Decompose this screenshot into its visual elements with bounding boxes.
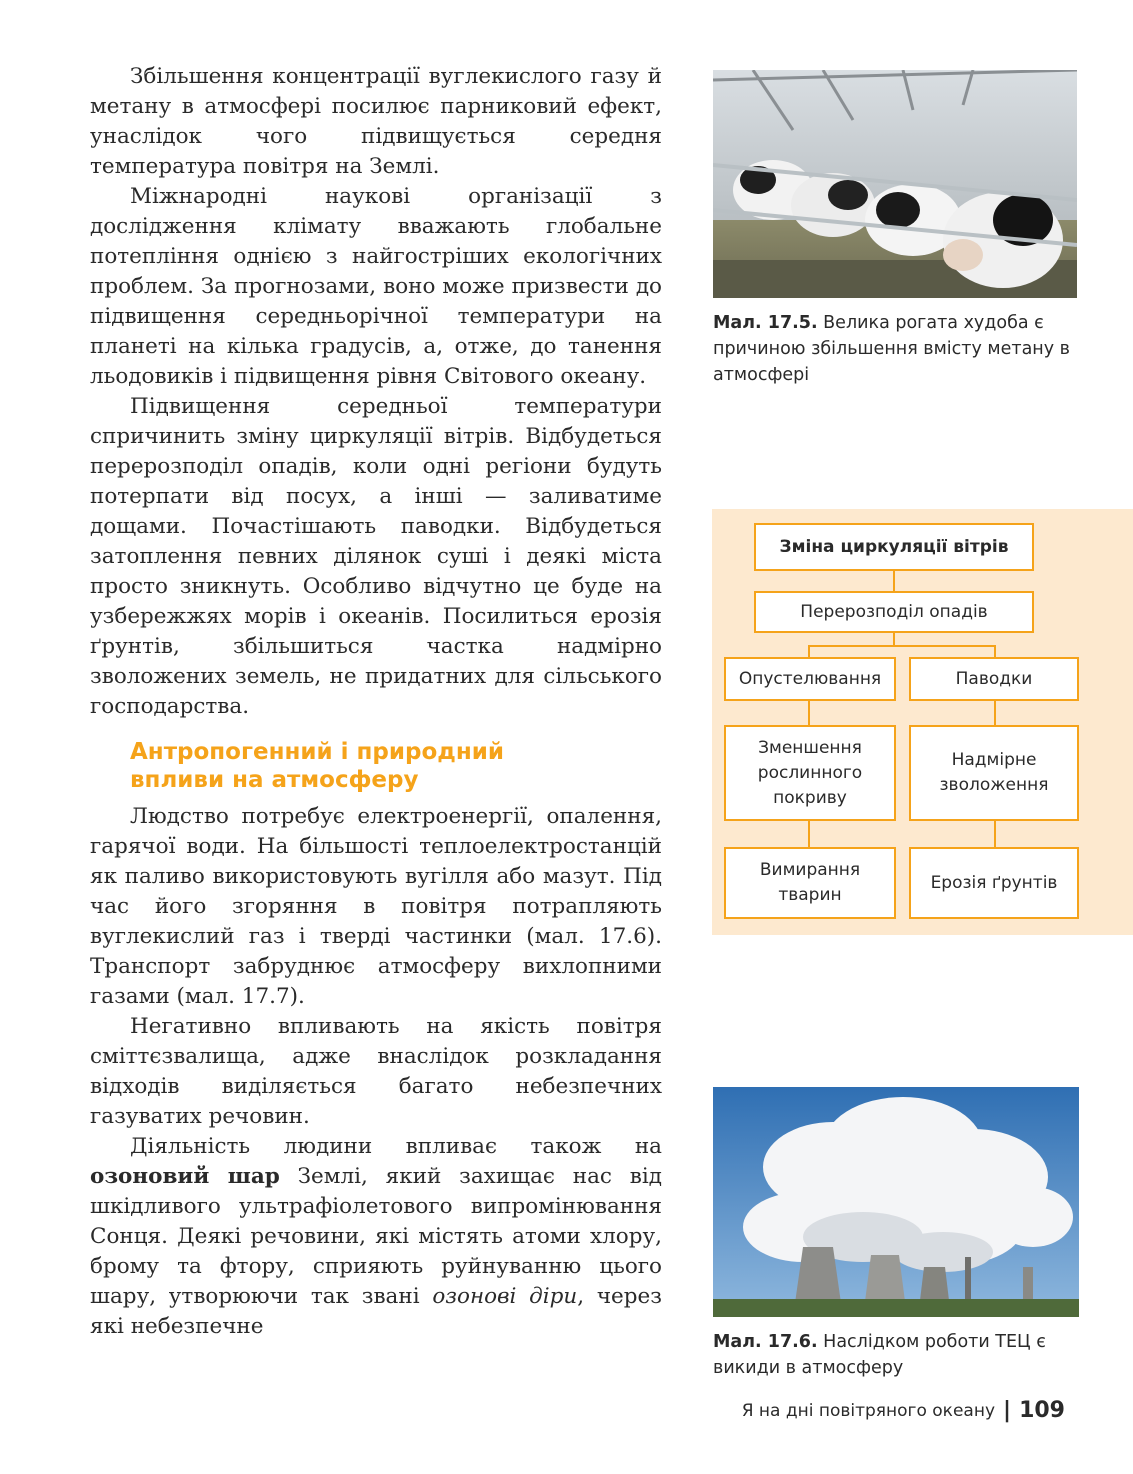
scheme-box-wind-circulation: Зміна циркуляції вітрів bbox=[754, 523, 1034, 571]
power-plant-illustration bbox=[713, 1087, 1079, 1317]
figure-caption-text: Наслідком роботи ТЕЦ є викиди в атмосферу bbox=[713, 1332, 1046, 1378]
ozone-text-b: Землі, який захищає нас від шкідливого ультрафіолетового випромінювання Сонця. Деякі речовини, які містять атоми хлору, брому та фтору, сприяють руйнуванню цього шару, утворюючи так звані bbox=[90, 1164, 662, 1309]
scheme-connector bbox=[893, 571, 895, 591]
paragraph-energy: Людство потребує електроенергії, опалення, гарячої води. На більшості теплоелектростанцій як паливо використовують вугілля або мазут. Під час його згоряння в повітря потрапляють вуглекислий газ і тверді частинки (мал. 17.6). Транспорт забруднює атмосферу вихлопними газами (мал. 17.7). bbox=[90, 804, 662, 1009]
ozone-text-c: , через які небезпечне bbox=[90, 1284, 662, 1339]
scheme-connector bbox=[808, 701, 810, 725]
scheme-box-waterlogging: Надмірне зволоження bbox=[909, 725, 1079, 821]
term-ozone-holes: озонові діри bbox=[432, 1284, 578, 1309]
paragraph-greenhouse: Збільшення концентрації вуглекислого газу й метану в атмосфері посилює парниковий ефект, унаслідок чого підвищується середня температура повітря на Землі. bbox=[90, 64, 662, 179]
figure-label: Мал. 17.5. bbox=[713, 313, 818, 333]
paragraph-landfills: Негативно впливають на якість повітря сміттєзвалища, адже внаслідок розкладання відходів виділяється багато небезпечних газуватих речовин. bbox=[90, 1014, 662, 1129]
scheme-box-precipitation: Перерозподіл опадів bbox=[754, 591, 1034, 633]
scheme-box-soil-erosion: Ерозія ґрунтів bbox=[909, 847, 1079, 919]
scheme-box-floods: Паводки bbox=[909, 657, 1079, 701]
cows-photo bbox=[713, 70, 1077, 298]
section-heading bbox=[130, 738, 662, 794]
scheme-box-desertification: Опустелювання bbox=[724, 657, 896, 701]
scheme-connector bbox=[994, 645, 996, 657]
power-plant-photo bbox=[713, 1087, 1079, 1317]
ozone-text-a: Діяльність людини впливає також на bbox=[130, 1134, 662, 1159]
term-ozone-layer: озоновий шар bbox=[90, 1164, 280, 1189]
section-heading-line1: Антропогенний і природний bbox=[130, 739, 504, 765]
scheme-connector bbox=[808, 645, 810, 657]
scheme-box-vegetation-loss: Зменшення рослинного покриву bbox=[724, 725, 896, 821]
scheme-connector bbox=[994, 701, 996, 725]
paragraph-global-warming: Міжнародні наукові організації з дослідження клімату вважають глобальне потепління однією з найгостріших екологічних проблем. За прогнозами, воно може призвести до підвищення середньорічної температури на планеті на кілька градусів, а, отже, до танення льодовиків і підвищення рівня Світового океану. bbox=[90, 184, 662, 389]
main-text-column bbox=[90, 62, 662, 1342]
scheme-connector bbox=[808, 645, 996, 647]
page-number: 109 bbox=[1019, 1398, 1065, 1423]
climate-change-scheme bbox=[712, 509, 1133, 935]
figure-label: Мал. 17.6. bbox=[713, 1332, 818, 1352]
scheme-connector bbox=[808, 821, 810, 847]
paragraph-ozone bbox=[90, 1132, 662, 1342]
paragraph-consequences: Підвищення середньої температури спричинить зміну циркуляції вітрів. Відбудеться перерозподіл опадів, коли одні регіони будуть потерпати від посух, а інші — заливатиме дощами. Почастішають паводки. Відбудеться затоплення певних ділянок суші і деякі міста просто зникнуть. Особливо відчутно це буде на узбережжях морів і океанів. Посилиться ерозія ґрунтів, збільшиться частка надмірно зволожених земель, не придатних для сільського господарства. bbox=[90, 394, 662, 719]
figure-caption-17-5 bbox=[713, 310, 1083, 388]
footer-separator: | bbox=[1003, 1398, 1012, 1423]
footer-section-title: Я на дні повітряного океану bbox=[741, 1400, 996, 1421]
scheme-connector bbox=[994, 821, 996, 847]
scheme-box-animal-extinction: Вимирання тварин bbox=[724, 847, 896, 919]
cows-illustration bbox=[713, 70, 1077, 298]
figure-caption-text: Велика рогата худоба є причиною збільшення вмісту метану в атмосфері bbox=[713, 313, 1070, 385]
figure-caption-17-6 bbox=[713, 1329, 1083, 1381]
section-heading-line2: впливи на атмосферу bbox=[130, 767, 419, 793]
page-footer bbox=[742, 1398, 1065, 1423]
